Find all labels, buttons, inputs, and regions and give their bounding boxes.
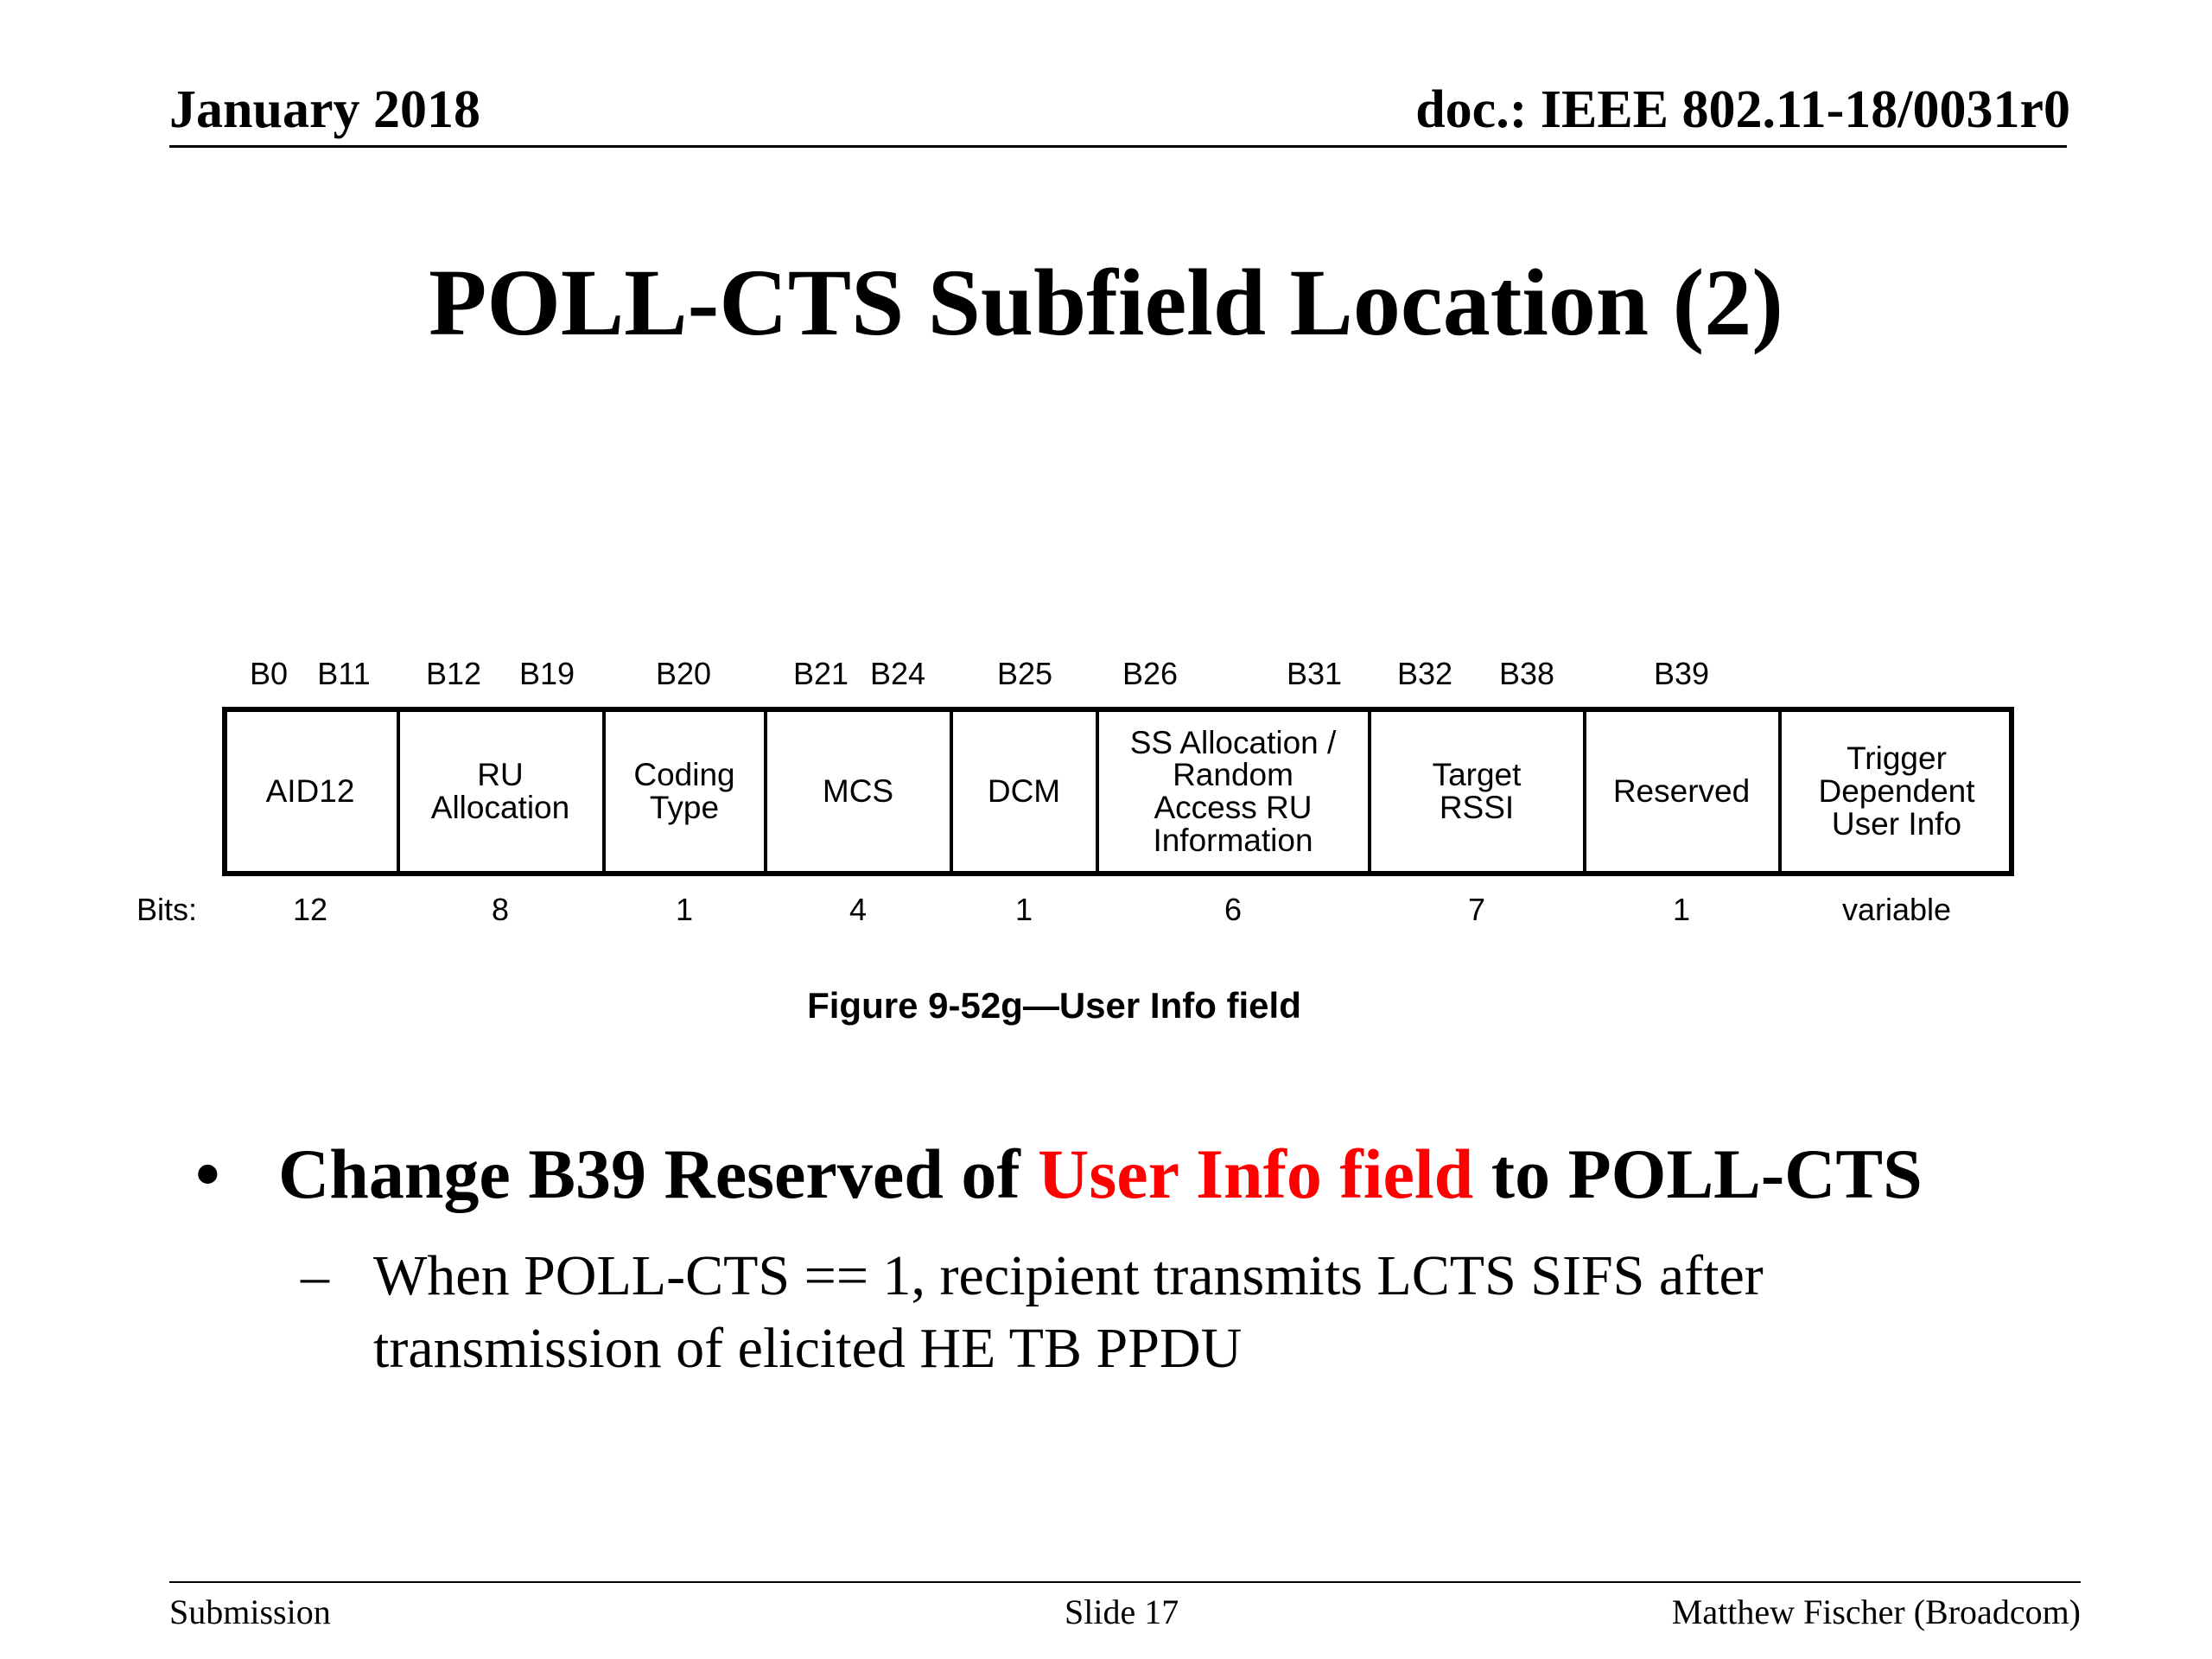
header-rule: [169, 145, 2067, 148]
bit-pos-b26: B26: [1122, 656, 1179, 691]
field-coding-type: [607, 712, 762, 871]
bullet-main-highlight: User Info field: [1038, 1135, 1474, 1213]
field-divider: [950, 712, 953, 871]
bits-value: 6: [1224, 892, 1243, 927]
field-reserved: [1586, 712, 1777, 871]
field-label: MCS: [822, 773, 894, 810]
field-label: RU Allocation: [430, 757, 570, 825]
bit-pos-b24: B24: [869, 656, 926, 691]
field-label: Coding Type: [633, 757, 735, 825]
field-divider: [397, 712, 400, 871]
bit-pos-b0: B0: [249, 656, 289, 691]
bit-pos-b20: B20: [655, 656, 712, 691]
bullet-main-suffix: to POLL-CTS: [1473, 1135, 1923, 1213]
field-trigger-dependent-user-info: [1783, 712, 2011, 871]
bits-value: 1: [1014, 892, 1033, 927]
figure-caption: Figure 9-52g—User Info field: [807, 985, 1301, 1026]
bits-label: Bits:: [136, 892, 198, 927]
footer-rule: [169, 1581, 2081, 1583]
field-label: DCM: [987, 773, 1061, 810]
bullet-sub-text: When POLL-CTS == 1, recipient transmits LCTS SIFS after transmission of elicited HE TB PPDU: [373, 1244, 1764, 1381]
header-date: January 2018: [169, 80, 480, 139]
bit-pos-b39: B39: [1653, 656, 1710, 691]
field-label: Trigger Dependent User Info: [1818, 741, 1975, 842]
header-doc-id: doc.: IEEE 802.11-18/0031r0: [1415, 80, 2070, 139]
field-aid12: [226, 712, 395, 871]
field-mcs: [767, 712, 949, 871]
field-dcm: [954, 712, 1094, 871]
footer-author: Matthew Fischer (Broadcom): [1671, 1592, 2081, 1631]
field-ru-allocation: [401, 712, 600, 871]
bit-pos-b11: B11: [317, 656, 371, 691]
field-target-rssi: [1372, 712, 1581, 871]
footer-submission: Submission: [169, 1592, 331, 1631]
field-divider: [1368, 712, 1371, 871]
field-divider: [1096, 712, 1099, 871]
field-divider: [1778, 712, 1782, 871]
bullet-main-text: [278, 1135, 1923, 1213]
field-label: AID12: [265, 773, 355, 810]
bit-pos-b32: B32: [1396, 656, 1453, 691]
bit-pos-b31: B31: [1286, 656, 1343, 691]
bit-pos-b38: B38: [1498, 656, 1555, 691]
field-label: SS Allocation / Random Access RU Information: [1129, 724, 1337, 858]
bullet-dot: •: [195, 1135, 220, 1213]
field-ss-allocation: [1100, 712, 1366, 871]
bits-value: 8: [491, 892, 510, 927]
bullet-main-prefix: Change B39 Reserved of: [278, 1135, 1039, 1213]
field-label: Reserved: [1612, 773, 1751, 810]
bits-value: variable: [1841, 892, 1952, 927]
bits-value: 7: [1467, 892, 1486, 927]
bits-value: 1: [1672, 892, 1691, 927]
bit-pos-b21: B21: [792, 656, 849, 691]
field-label: Target RSSI: [1432, 757, 1522, 825]
sub-bullet-dash: –: [301, 1244, 329, 1307]
slide-title: POLL-CTS Subfield Location (2): [429, 250, 1783, 355]
footer-slide-number: Slide 17: [1065, 1592, 1179, 1631]
bits-value: 1: [675, 892, 694, 927]
bits-value: 4: [849, 892, 868, 927]
bit-pos-b25: B25: [996, 656, 1053, 691]
field-divider: [602, 712, 606, 871]
bit-pos-b19: B19: [518, 656, 575, 691]
bits-value: 12: [292, 892, 328, 927]
bit-pos-b12: B12: [425, 656, 482, 691]
